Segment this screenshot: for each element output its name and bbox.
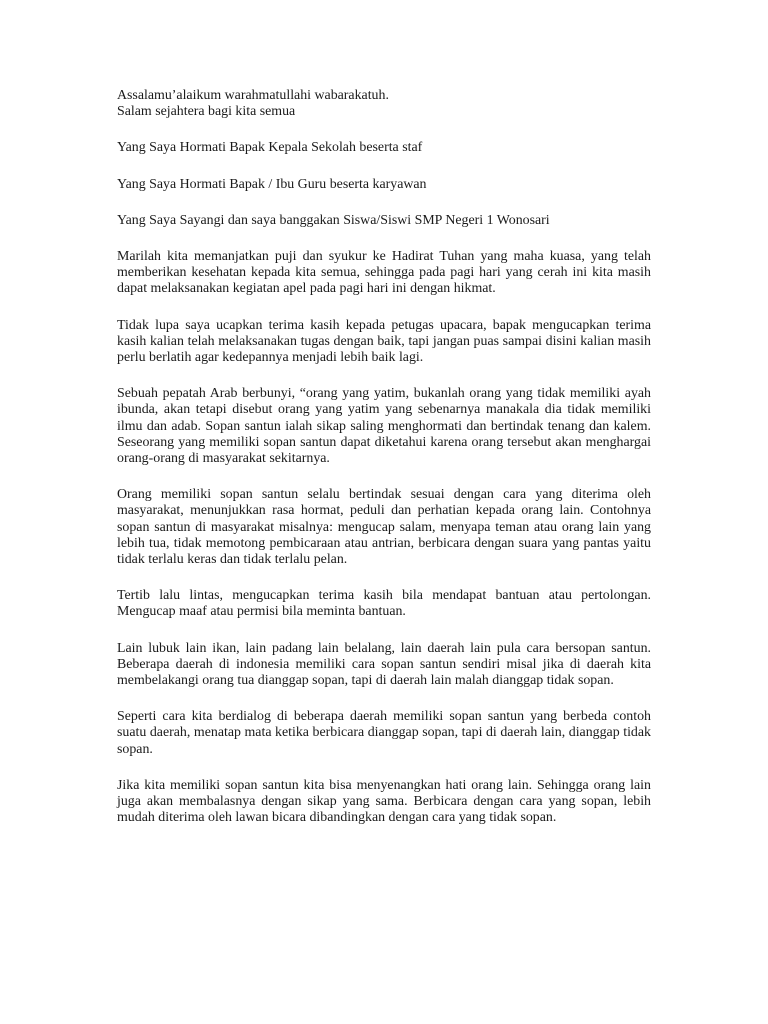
body-paragraph: Jika kita memiliki sopan santun kita bisa menyenangkan hati orang lain. Sehingga orang lain juga akan membalasnya dengan sikap yang sama. Berbicara dengan cara yang sopan, lebih mudah diterima oleh lawan bicara dibandingkan dengan cara yang tidak sopan. <box>117 777 651 826</box>
body-paragraph: Seperti cara kita berdialog di beberapa daerah memiliki sopan santun yang berbeda contoh suatu daerah, menatap mata ketika berbicara dianggap sopan, tapi di daerah lain, dianggap tidak sopan. <box>117 709 651 757</box>
document-page <box>117 88 651 847</box>
body-paragraph: Lain lubuk lain ikan, lain padang lain belalang, lain daerah lain pula cara bersopan santun. Beberapa daerah di indonesia memiliki cara sopan santun sendiri misal jika di daerah kita membelakangi orang tua dianggap sopan, tapi di daerah lain malah dianggap tidak sopan. <box>117 640 651 689</box>
greeting-line: Salam sejahtera bagi kita semua <box>117 104 296 120</box>
salutation: Yang Saya Hormati Bapak / Ibu Guru beserta karyawan <box>117 176 427 192</box>
body-paragraph: Tidak lupa saya ucapkan terima kasih kepada petugas upacara, bapak mengucapkan terima kasih kalian telah melaksanakan tugas dengan baik, tapi jangan puas sampai disini kalian masih perlu berlatih agar kedepannya menjadi lebih baik lagi. <box>117 317 651 366</box>
body-paragraph: Marilah kita memanjatkan puji dan syukur ke Hadirat Tuhan yang maha kuasa, yang telah memberikan kesehatan kepada kita semua, sehingga pada pagi hari yang cerah ini kita masih dapat melaksanakan kegiatan apel pada pagi hari ini dengan hikmat. <box>117 249 651 297</box>
greeting-line: Assalamu’alaikum warahmatullahi wabarakatuh. <box>117 88 389 103</box>
salutation: Yang Saya Hormati Bapak Kepala Sekolah beserta staf <box>117 140 423 156</box>
salutation: Yang Saya Sayangi dan saya banggakan Siswa/Siswi SMP Negeri 1 Wonosari <box>117 212 550 228</box>
body-paragraph: Sebuah pepatah Arab berbunyi, “orang yang yatim, bukanlah orang yang tidak memiliki ayah ibunda, akan tetapi disebut orang yang yatim yang sebenarnya manakala dia tidak memiliki ilmu dan adab. Sopan santun ialah sikap saling menghormati dan bertindak tenang dan kalem. Seseorang yang memiliki sopan santun dapat diketahui karena orang tersebut akan menghargai orang-orang di masyarakat sekitarnya. <box>117 386 651 467</box>
greeting <box>117 88 651 120</box>
body-paragraph: Orang memiliki sopan santun selalu bertindak sesuai dengan cara yang diterima oleh masyarakat, menunjukkan rasa hormat, peduli dan perhatian kepada orang lain. Contohnya sopan santun di masyarakat misalnya: mengucap salam, menyapa teman atau orang lain yang lebih tua, tidak memotong pembicaraan atau antrian, berbicara dengan suara yang pantas yaitu tidak terlalu keras dan tidak terlalu pelan. <box>117 487 651 568</box>
body-paragraph: Tertib lalu lintas, mengucapkan terima kasih bila mendapat bantuan atau pertolongan. Mengucap maaf atau permisi bila meminta bantuan. <box>117 588 651 620</box>
